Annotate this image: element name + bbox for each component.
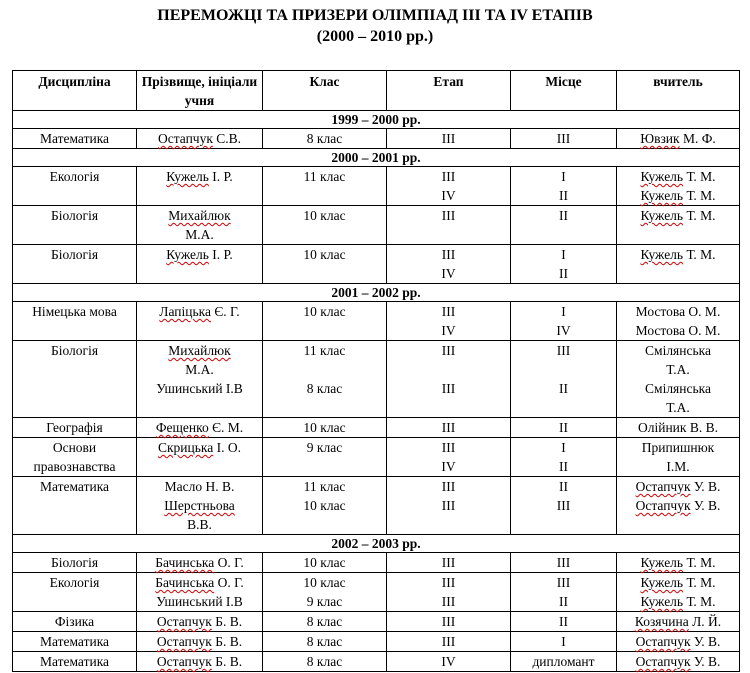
place-line: ІІ: [559, 208, 568, 223]
cell-stage: [387, 573, 511, 612]
place-line: дипломант: [532, 654, 595, 669]
student-line: Кужель І. Р.: [166, 247, 233, 262]
page-title: ПЕРЕМОЖЦІ ТА ПРИЗЕРИ ОЛІМПІАД ІІІ ТА ІV ЕТАПІВ: [157, 7, 593, 24]
teacher-line: Кужель Т. М.: [640, 575, 716, 590]
student-line: Бачинська О. Г.: [155, 555, 244, 570]
page-subtitle: (2000 – 2010 рр.): [316, 28, 434, 45]
teacher-line: Олійник В. В.: [638, 420, 718, 435]
teacher-line: Остапчук У. В.: [635, 634, 721, 649]
place-line: ІІІ: [556, 343, 571, 358]
teacher-line: Кужель Т. М.: [640, 188, 716, 203]
cell-place: [511, 418, 617, 438]
place-line: ІІ: [559, 459, 568, 474]
place-line: ІІІ: [556, 131, 571, 146]
student-line: Фещенко Є. М.: [155, 420, 244, 435]
cell-class: [263, 438, 387, 477]
student-line: Михайлюк: [168, 343, 231, 358]
cell-teacher: [617, 167, 740, 206]
stage-line: [389, 360, 508, 379]
class-line: 11 клас: [303, 343, 346, 358]
cell-teacher: [617, 418, 740, 438]
stage-line: IV: [441, 266, 456, 281]
table-row: [13, 245, 740, 284]
cell-class: [263, 302, 387, 341]
cell-discipline: [13, 612, 137, 632]
student-line: Скрицька І. О.: [157, 440, 241, 455]
cell-discipline: [13, 341, 137, 418]
table-row: [13, 206, 740, 245]
class-line: 8 клас: [306, 634, 343, 649]
cell-place: [511, 245, 617, 284]
cell-teacher: [617, 573, 740, 612]
cell-discipline: [13, 477, 137, 535]
column-header-class: Клас: [263, 71, 387, 111]
cell-place: [511, 477, 617, 535]
column-header-student: Прізвище, ініціали учня: [137, 71, 263, 111]
cell-student: [137, 438, 263, 477]
student-line: Шерстньова: [164, 498, 235, 513]
discipline-line: Математика: [39, 131, 110, 146]
cell-student: [137, 206, 263, 245]
table-row: [13, 612, 740, 632]
class-line: 10 клас: [303, 555, 346, 570]
teacher-line: Ювзик М. Ф.: [640, 131, 716, 146]
discipline-line: Біологія: [50, 208, 99, 223]
stage-line: ІІІ: [441, 575, 456, 590]
cell-teacher: [617, 612, 740, 632]
cell-stage: [387, 477, 511, 535]
cell-student: [137, 302, 263, 341]
cell-class: [263, 167, 387, 206]
cell-place: [511, 573, 617, 612]
cell-teacher: [617, 245, 740, 284]
teacher-line: Остапчук У. В.: [635, 654, 721, 669]
stage-line: ІІІ: [441, 634, 456, 649]
cell-student: [137, 167, 263, 206]
place-line: І: [561, 247, 566, 262]
cell-class: [263, 573, 387, 612]
teacher-line: Остапчук У. В.: [635, 479, 721, 494]
stage-line: ІІІ: [441, 555, 456, 570]
table-row: [13, 652, 740, 672]
stage-line: ІІІ: [441, 594, 456, 609]
teacher-line: Кужель Т. М.: [640, 208, 716, 223]
cell-discipline: [13, 553, 137, 573]
cell-student: [137, 418, 263, 438]
class-line: 10 клас: [303, 208, 346, 223]
year-label: 2000 – 2001 рр.: [13, 149, 740, 167]
cell-class: [263, 612, 387, 632]
cell-place: [511, 652, 617, 672]
teacher-line: Т.А.: [666, 362, 690, 377]
cell-stage: [387, 129, 511, 149]
cell-stage: [387, 438, 511, 477]
student-line: Кужель І. Р.: [166, 169, 233, 184]
place-line: І: [561, 304, 566, 319]
place-line: ІІ: [559, 479, 568, 494]
cell-discipline: [13, 438, 137, 477]
teacher-line: Остапчук У. В.: [635, 498, 721, 513]
cell-student: [137, 129, 263, 149]
place-line: ІІІ: [556, 575, 571, 590]
student-line: Лапіцька Є. Г.: [159, 304, 240, 319]
year-section-row: [13, 284, 740, 302]
cell-discipline: [13, 652, 137, 672]
cell-class: [263, 632, 387, 652]
class-line: 10 клас: [303, 247, 346, 262]
cell-discipline: [13, 573, 137, 612]
place-line: ІІ: [559, 381, 568, 396]
column-header-stage: Етап: [387, 71, 511, 111]
cell-student: [137, 573, 263, 612]
class-line: 10 клас: [303, 420, 346, 435]
cell-class: [263, 206, 387, 245]
student-line: Михайлюк: [168, 208, 231, 223]
place-line: IV: [556, 323, 571, 338]
class-line: [265, 360, 384, 379]
stage-line: ІІІ: [441, 440, 456, 455]
teacher-line: Кужель Т. М.: [640, 247, 716, 262]
discipline-line: Математика: [39, 654, 110, 669]
teacher-line: Припишнюк: [641, 440, 715, 455]
stage-line: ІІІ: [441, 304, 456, 319]
class-line: 8 клас: [306, 381, 343, 396]
stage-line: ІІІ: [441, 247, 456, 262]
student-line: Ушинський І.В: [156, 381, 243, 396]
discipline-line: Географія: [46, 420, 103, 435]
class-line: 10 клас: [303, 498, 346, 513]
cell-stage: [387, 652, 511, 672]
student-line: Бачинська О. Г.: [155, 575, 244, 590]
place-line: ІІІ: [556, 498, 571, 513]
place-line: ІІ: [559, 420, 568, 435]
table-row: [13, 129, 740, 149]
winners-table: [12, 70, 740, 672]
stage-line: ІІІ: [441, 614, 456, 629]
cell-stage: [387, 245, 511, 284]
column-header-discipline: Дисципліна: [13, 71, 137, 111]
cell-student: [137, 245, 263, 284]
stage-line: ІІІ: [441, 169, 456, 184]
place-line: ІІ: [559, 266, 568, 281]
cell-teacher: [617, 302, 740, 341]
cell-discipline: [13, 418, 137, 438]
cell-student: [137, 632, 263, 652]
discipline-line: Екологія: [49, 575, 100, 590]
place-line: І: [561, 634, 566, 649]
cell-teacher: [617, 652, 740, 672]
class-line: 8 клас: [306, 131, 343, 146]
cell-teacher: [617, 438, 740, 477]
stage-line: IV: [441, 323, 456, 338]
cell-stage: [387, 632, 511, 652]
discipline-line: Біологія: [50, 247, 99, 262]
cell-class: [263, 245, 387, 284]
year-label: 1999 – 2000 рр.: [13, 111, 740, 129]
cell-place: [511, 438, 617, 477]
discipline-line: Фізика: [54, 614, 95, 629]
cell-teacher: [617, 553, 740, 573]
teacher-line: Мостова О. М.: [635, 323, 721, 338]
student-line: М.А.: [185, 227, 214, 242]
table-row: [13, 302, 740, 341]
stage-line: IV: [441, 459, 456, 474]
class-line: 11 клас: [303, 169, 346, 184]
stage-line: ІІІ: [441, 131, 456, 146]
class-line: 9 клас: [306, 440, 343, 455]
table-row: [13, 553, 740, 573]
cell-teacher: [617, 129, 740, 149]
cell-student: [137, 612, 263, 632]
teacher-line: Смілянська: [645, 343, 711, 358]
cell-discipline: [13, 245, 137, 284]
class-line: 10 клас: [303, 575, 346, 590]
cell-student: [137, 652, 263, 672]
cell-discipline: [13, 129, 137, 149]
class-line: 10 клас: [303, 304, 346, 319]
table-row: [13, 632, 740, 652]
cell-place: [511, 632, 617, 652]
teacher-line: Мостова О. М.: [635, 304, 721, 319]
cell-student: [137, 477, 263, 535]
student-line: Ушинський І.В: [156, 594, 243, 609]
teacher-line: Смілянська: [645, 381, 711, 396]
cell-place: [511, 129, 617, 149]
place-line: [513, 360, 614, 379]
teacher-line: Кужель Т. М.: [640, 594, 716, 609]
cell-stage: [387, 553, 511, 573]
stage-line: IV: [441, 188, 456, 203]
table-row: [13, 418, 740, 438]
cell-student: [137, 553, 263, 573]
cell-place: [511, 612, 617, 632]
stage-line: IV: [441, 654, 456, 669]
discipline-line: Математика: [39, 634, 110, 649]
discipline-line: Біологія: [50, 343, 99, 358]
cell-stage: [387, 418, 511, 438]
table-header-row: [13, 71, 740, 111]
teacher-line: Кужель Т. М.: [640, 169, 716, 184]
stage-line: ІІІ: [441, 208, 456, 223]
cell-class: [263, 553, 387, 573]
stage-line: ІІІ: [441, 420, 456, 435]
cell-place: [511, 167, 617, 206]
table-row: [13, 438, 740, 477]
teacher-line: Кужель Т. М.: [640, 555, 716, 570]
student-line: Остапчук Б. В.: [156, 654, 243, 669]
cell-place: [511, 341, 617, 418]
cell-discipline: [13, 167, 137, 206]
teacher-line: І.М.: [666, 459, 690, 474]
table-row: [13, 167, 740, 206]
cell-stage: [387, 302, 511, 341]
cell-student: [137, 341, 263, 418]
cell-stage: [387, 612, 511, 632]
stage-line: ІІІ: [441, 381, 456, 396]
cell-discipline: [13, 302, 137, 341]
cell-stage: [387, 206, 511, 245]
class-line: 9 клас: [306, 594, 343, 609]
cell-place: [511, 302, 617, 341]
discipline-line: Екологія: [49, 169, 100, 184]
year-section-row: [13, 111, 740, 129]
class-line: 8 клас: [306, 614, 343, 629]
year-section-row: [13, 535, 740, 553]
place-line: ІІІ: [556, 555, 571, 570]
cell-place: [511, 206, 617, 245]
cell-class: [263, 129, 387, 149]
student-line: Остапчук Б. В.: [156, 614, 243, 629]
cell-place: [511, 553, 617, 573]
cell-class: [263, 341, 387, 418]
discipline-line: Основи: [52, 440, 97, 455]
student-line: В.В.: [187, 517, 212, 532]
year-section-row: [13, 149, 740, 167]
teacher-line: Козячина Л. Й.: [634, 614, 722, 629]
cell-teacher: [617, 341, 740, 418]
student-line: Остапчук С.В.: [157, 131, 242, 146]
class-line: 8 клас: [306, 654, 343, 669]
table-row: [13, 341, 740, 418]
student-line: Масло Н. В.: [164, 479, 235, 494]
year-label: 2001 – 2002 рр.: [13, 284, 740, 302]
stage-line: ІІІ: [441, 343, 456, 358]
table-row: [13, 477, 740, 535]
cell-teacher: [617, 477, 740, 535]
discipline-line: Математика: [39, 479, 110, 494]
teacher-line: Т.А.: [666, 400, 690, 415]
column-header-place: Місце: [511, 71, 617, 111]
stage-line: ІІІ: [441, 479, 456, 494]
student-line: М.А.: [185, 362, 214, 377]
place-line: ІІ: [559, 614, 568, 629]
cell-discipline: [13, 206, 137, 245]
place-line: І: [561, 169, 566, 184]
table-row: [13, 573, 740, 612]
column-header-teacher: вчитель: [617, 71, 740, 111]
cell-class: [263, 477, 387, 535]
place-line: І: [561, 440, 566, 455]
cell-discipline: [13, 632, 137, 652]
year-label: 2002 – 2003 рр.: [13, 535, 740, 553]
cell-stage: [387, 167, 511, 206]
cell-class: [263, 418, 387, 438]
stage-line: ІІІ: [441, 498, 456, 513]
place-line: ІІ: [559, 188, 568, 203]
class-line: 11 клас: [303, 479, 346, 494]
discipline-line: Німецька мова: [32, 304, 117, 319]
cell-teacher: [617, 632, 740, 652]
cell-stage: [387, 341, 511, 418]
place-line: ІІ: [559, 594, 568, 609]
discipline-line: Біологія: [50, 555, 99, 570]
student-line: Остапчук Б. В.: [156, 634, 243, 649]
cell-class: [263, 652, 387, 672]
cell-teacher: [617, 206, 740, 245]
discipline-line: правознавства: [33, 459, 116, 474]
